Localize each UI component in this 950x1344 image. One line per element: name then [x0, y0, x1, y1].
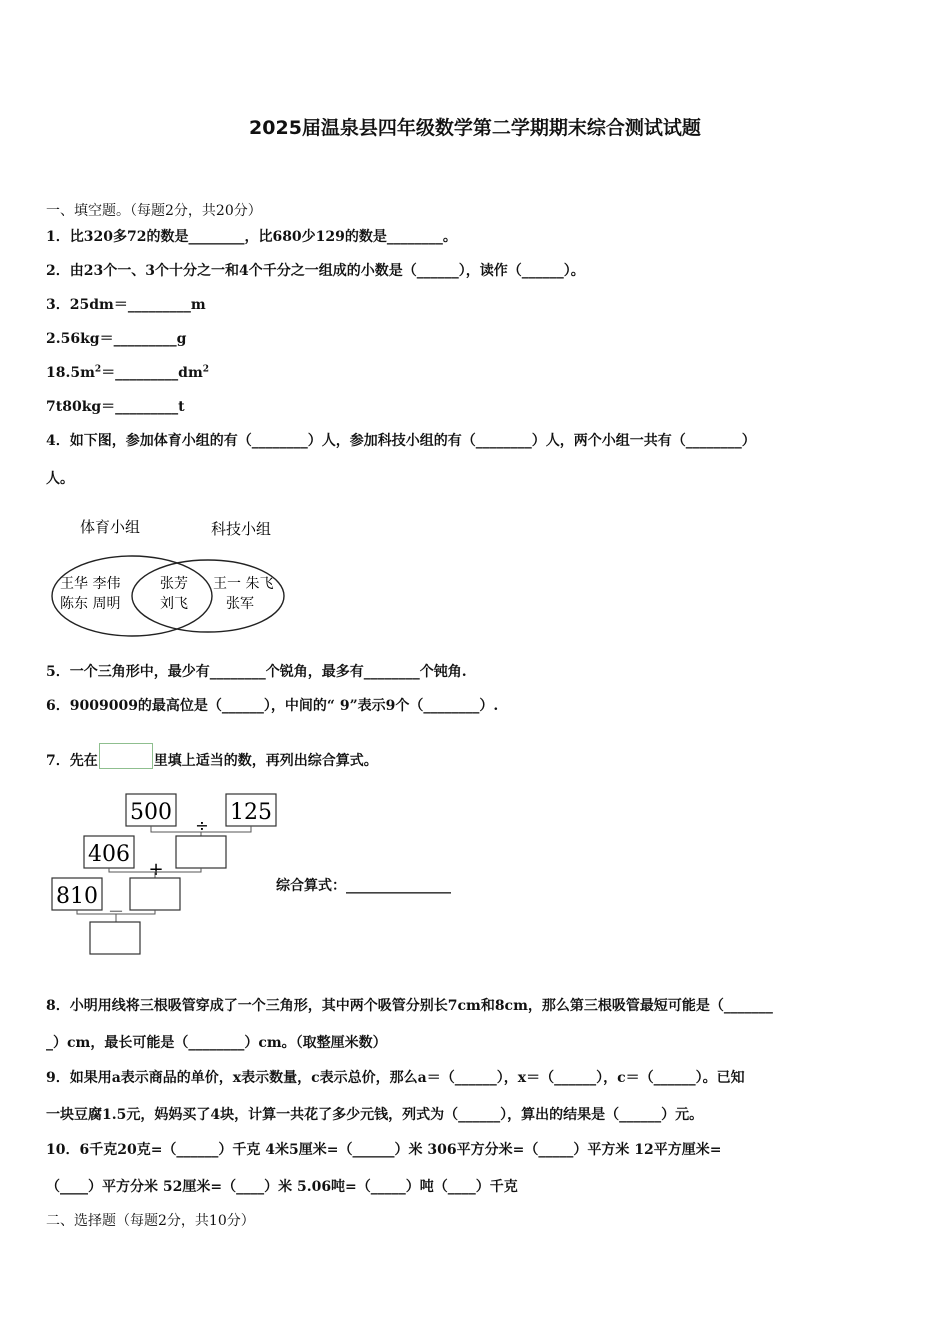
answer-box-sum — [130, 878, 180, 910]
venn-label-left: 体育小组 — [80, 518, 141, 536]
q3-line3-part: ＝_________dm — [101, 365, 203, 381]
q3-sup: 2 — [202, 364, 210, 375]
num-500: 500 — [130, 800, 172, 825]
combined-formula: 综合算式：_______________ — [276, 878, 451, 894]
section-1-heading: 一、填空题。（每题2分，共20分） — [46, 203, 262, 219]
question-8-line-2: _）cm，最长可能是（________）cm。（取整厘米数） — [46, 1035, 387, 1051]
question-10-line-2: （____）平方分米 52厘米=（____）米 5.06吨=（_____）吨（____）千克 — [46, 1179, 518, 1195]
question-10-line-1: 10．6千克20克=（______）千克 4米5厘米=（______）米 306平方分米=（_____）平方米 12平方厘米= — [46, 1142, 722, 1158]
venn-right-row-1: 王一 朱飞 — [213, 576, 274, 592]
venn-center-row-1: 张芳 — [160, 576, 188, 592]
question-4-line-2: 人。 — [46, 471, 74, 487]
answer-box-sample — [99, 743, 153, 769]
op-minus: － — [107, 902, 125, 921]
question-3-line-2: 2.56kg＝_________g — [46, 331, 187, 347]
venn-right-row-2: 张军 — [226, 596, 254, 612]
question-9-line-2: 一块豆腐1.5元，妈妈买了4块，计算一共花了多少元钱，列式为（______），算出的结果是（______）元。 — [46, 1107, 704, 1123]
question-2: 2．由23个一、3个十分之一和4个千分之一组成的小数是（______），读作（______）。 — [46, 263, 585, 279]
answer-box-result — [90, 922, 140, 954]
question-7 — [46, 743, 378, 771]
question-8-line-1: 8．小明用线将三根吸管穿成了一个三角形，其中两个吸管分别长7cm和8cm，那么第三根吸管最短可能是（_______ — [46, 998, 773, 1014]
q7-text-pre: 7．先在 — [46, 753, 98, 769]
venn-diagram — [46, 508, 296, 640]
question-3-line-1: 3．25dm＝_________m — [46, 297, 206, 313]
num-406: 406 — [88, 842, 130, 867]
section-2-heading: 二、选择题（每题2分，共10分） — [46, 1213, 255, 1229]
q7-text-post: 里填上适当的数，再列出综合算式。 — [153, 753, 378, 769]
venn-center-row-2: 刘飞 — [160, 596, 188, 612]
venn-label-right: 科技小组 — [211, 520, 272, 538]
venn-ellipse-right — [132, 560, 284, 632]
question-4-line-1: 4．如下图，参加体育小组的有（________）人，参加科技小组的有（________）人，两个小组一共有（________） — [46, 433, 756, 449]
question-3-line-3 — [46, 363, 209, 383]
calculation-tree — [46, 788, 286, 960]
num-810: 810 — [56, 884, 98, 909]
venn-left-row-2: 陈东 周明 — [60, 596, 121, 612]
question-5: 5．一个三角形中，最少有________个锐角，最多有________个钝角. — [46, 664, 467, 680]
question-6: 6．9009009的最高位是（______），中间的“ 9”表示9个（________）. — [46, 698, 499, 714]
question-1: 1．比320多72的数是________，比680少129的数是________。 — [46, 229, 457, 245]
venn-left-row-1: 王华 李伟 — [60, 576, 121, 592]
question-3-line-4: 7t80kg＝_________t — [46, 399, 185, 415]
question-9-line-1: 9．如果用a表示商品的单价，x表示数量，c表示总价，那么a＝（______），x＝（______），c＝（______）。已知 — [46, 1070, 745, 1086]
page-title: 2025届温泉县四年级数学第二学期期末综合测试试题 — [249, 117, 701, 139]
num-125: 125 — [230, 800, 272, 825]
op-plus: + — [148, 859, 164, 880]
q3-sup: 2 — [94, 364, 102, 375]
q3-line3-part: 18.5m — [46, 365, 95, 381]
op-divide: ÷ — [195, 816, 209, 835]
answer-box-quotient — [176, 836, 226, 868]
